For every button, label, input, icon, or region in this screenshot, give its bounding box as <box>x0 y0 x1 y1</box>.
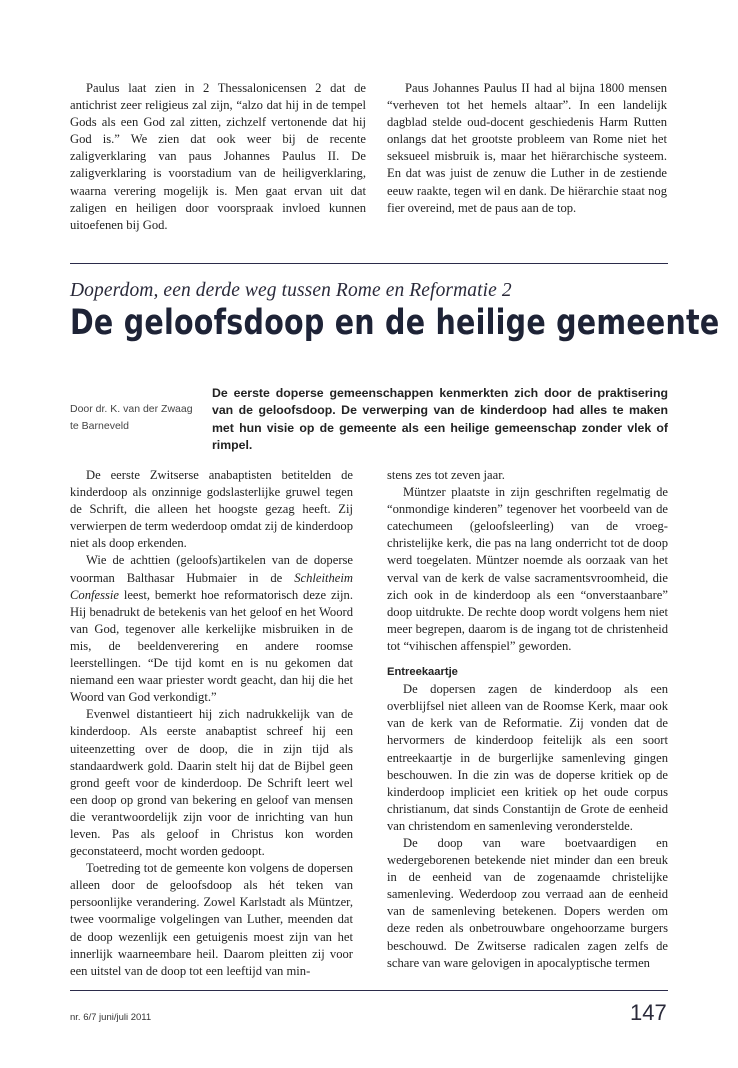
italic-title: Schleitheim Confessie <box>70 570 353 602</box>
body-paragraph <box>70 552 353 706</box>
body-paragraph: Müntzer plaatste in zijn geschriften regelmatig de “onmondige kinderen” tegenover het voorbeeld van de catechumeen (geloofsleerling) van de vroeg-christelijke kerk, die pas na lang onderricht tot de doop werd toegelaten. Müntzer noemde als oorzaak van het verval van de kerk de valse sacramentsvroomheid, die zich ook in de kinderdoop als een “onverstaanbare” doop uitdrukte. De rechte doop wordt volgens hem niet meer begrepen, daarom is de ingang tot de christenheid tot “vihischen affenspiel” geworden. <box>387 485 668 653</box>
body-paragraph: De eerste Zwitserse anabaptisten betitelden de kinderdoop als onzinnige godslasterlijke gruwel tegen de Schrift, die alleen het hoogste gezag heeft. Zij verwierpen de term wederdoop omdat zij de kinderdoop niet als doop erkenden. <box>70 468 353 551</box>
text-run: Wie de achttien (geloofs)artikelen van de doperse voorman Balthasar Hubmaier in de <box>70 553 353 585</box>
body-paragraph: De dopersen zagen de kinderdoop als een overblijfsel niet alleen van de Roomse Kerk, maar ook van de kerk van de Reformatie. Zij vonden dat de hervormers de kinderdoop feitelijk als een soort entreekaartje in de burgerlijke samenleving gingen beschouwen. In die zin was de doperse kritiek op de kinderdoop impliciet een kritiek op het oude corpus christianum, dat sinds Constantijn de Grote de eenheid van christendom en samenleving veronderstelde. <box>387 682 668 833</box>
author-name: Door dr. K. van der Zwaag <box>70 403 193 415</box>
text-run: leest, bemerkt hoe reformatorisch deze zijn. Hij benadrukt de betekenis van het geloof en het Woord van God, tegenover alle kerkelijke misbruiken in de mis, de beeldenverering en andere roomse leerstellingen. “De tijd komt en is nu gekomen dat niemand een waar priester wordt geacht, dan hij die het Woord van God verkondigt.” <box>70 587 353 705</box>
author-location: te Barneveld <box>70 420 129 432</box>
top-right-column <box>387 80 667 217</box>
page-number: 147 <box>630 1000 667 1025</box>
footer-divider <box>70 990 668 991</box>
issue-label: nr. 6/7 juni/juli 2011 <box>70 1012 152 1023</box>
section-divider <box>70 263 668 264</box>
article-lede: De eerste doperse gemeenschappen kenmerkten zich door de praktisering van de geloofsdoop. De verwerping van de kinderdoop had alles te maken met hun visie op de gemeente als een heilige gemeenschap zonder vlek of rimpel. <box>212 386 668 452</box>
author-byline <box>70 401 193 435</box>
body-left-column <box>70 467 353 980</box>
top-right-paragraph: Paus Johannes Paulus II had al bijna 1800 mensen “verheven tot het hemels altaar”. In een landelijk dagblad stelde oud-docent geschiedenis Harm Rutten onlangs dat het grootste probleem van Rome niet het seksueel misbruik is, maar het hiërarchische systeem. En dat was juist de zenuw die Luther in de zestiende eeuw raakte, tegen wil en dank. De hiërarchie staat nog fier overeind, met de paus aan de top. <box>387 81 667 215</box>
article-title: De geloofsdoop en de heilige gemeente <box>70 303 720 343</box>
body-paragraph: De doop van ware boetvaardigen en wedergeborenen betekende niet minder dan een breuk in de eenheid van de zogenaamde christelijke samenleving. Wederdoop zou verraad aan de eenheid van de samenleving betekenen. Dopers werden om deze reden als onbetrouwbare ongehoorzame burgers beschouwd. De Zwitserse radicalen zagen zelfs de schare van ware gelovigen in apocalyptische termen <box>387 835 668 970</box>
body-paragraph: Evenwel distantieert hij zich nadrukkelijk van de kinderdoop. Als eerste anabaptist schreef hij een uiteenzetting over de doop, die in zijn tijd als standaardwerk gold. Daarin stelt hij dat de Bijbel geen grond geeft voor de kinderdoop. De Schrift leert wel een doop op grond van bekering en geloof van mensen die verantwoordelijk zijn voor de inrichting van hun leven. Pas als geloof in Christus kon worden geconstateerd, mocht worden gedoopt. <box>70 707 353 859</box>
body-paragraph: stens zes tot zeven jaar. <box>387 468 505 482</box>
top-left-column <box>70 80 366 234</box>
top-left-paragraph: Paulus laat zien in 2 Thessalonicensen 2 dat de antichrist zeer religieus zal zijn, “alzo dat hij in de tempel Gods als een God zal zitten, zichzelf vertonende dat hij God is.” We zien dat ook weer bij de recente zaligverklaring van paus Johannes Paulus II. De zaligverklaring is voorstadium van de heiligverklaring, waarna verering mogelijk is. Men gaat ervan uit dat zaligen en heiligen door voorspraak invloed kunnen uitoefenen bij God. <box>70 81 366 232</box>
subheading: Entreekaartje <box>387 666 458 679</box>
series-title: Doperdom, een derde weg tussen Rome en Reformatie 2 <box>70 280 512 301</box>
body-right-column <box>387 467 668 972</box>
body-paragraph: Toetreding tot de gemeente kon volgens de dopersen alleen door de geloofsdoop als hét teken van persoonlijke verandering. Zowel Karlstadt als Müntzer, twee voormalige volgelingen van Luther, meenden dat de doop wezenlijk een getuigenis moest zijn van het innerlijk waarneembare heil. Daarom pleitten zij voor een uitstel van de doop tot een leeftijd van min- <box>70 861 353 978</box>
